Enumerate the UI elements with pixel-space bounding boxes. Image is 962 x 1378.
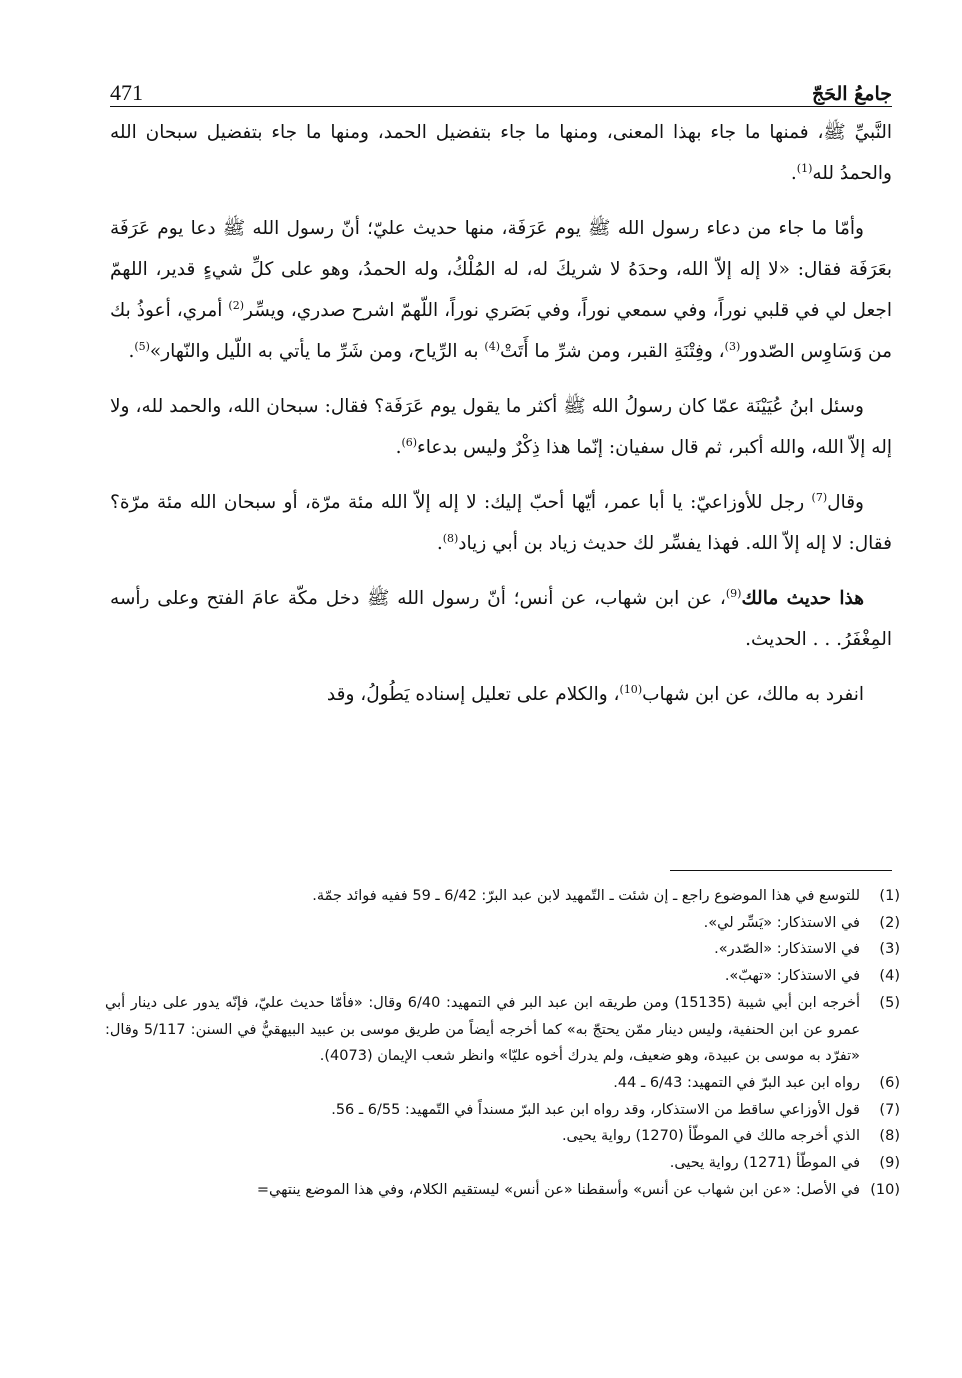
- footnote-number: (6): [879, 1074, 900, 1091]
- footnote-rule: [670, 870, 892, 871]
- footnote-number: (1): [879, 888, 900, 904]
- footnotes: [105, 883, 900, 1203]
- footnote: [105, 1123, 900, 1150]
- footnote: [105, 1177, 900, 1204]
- text-run: به الرِّياح، ومن شَرِّ ما يأتي به اللّيل والنّهار»: [149, 341, 485, 362]
- footnote: [105, 1070, 900, 1097]
- text-run: وقال: [827, 492, 864, 513]
- text-run: ، عن ابن شهاب، عن أنس؛ أنّ رسول الله ﷺ دخل مكّة عامَ الفتح وعلى رأسه المِغْفَرُ. . . الحديث.: [110, 588, 892, 650]
- footnote: [105, 910, 900, 937]
- text-run: وسئل ابنُ عُيَيْنَة عمّا كان رسولُ الله ﷺ أكثر ما يقول يوم عَرَفَة؟ فقال: سبحان الله، والحمد لله، ولا إله إلاّ الله، والله أكبر، ثم قال سفيان: إنّما هذا ذِكْرٌ وليس بدعاء: [110, 396, 892, 458]
- footnote-marker: (4): [484, 339, 500, 353]
- footnote-number: (5): [879, 994, 900, 1011]
- paragraph: [110, 578, 892, 660]
- footnote-marker: (2): [228, 298, 245, 312]
- footnote-number: (3): [879, 941, 900, 958]
- main-text: [110, 112, 892, 729]
- text-run: انفرد به مالك، عن ابن شهاب: [642, 684, 864, 705]
- header-rule: [110, 106, 892, 107]
- footnote-number: (4): [879, 968, 900, 985]
- footnote-text: في الأصل: «عن ابن شهاب عن أنس» وأسقطنا «عن أنس» ليستقيم الكلام، وفي هذا الموضع ينتهي=: [256, 1181, 860, 1198]
- footnote-marker: (10): [619, 682, 643, 696]
- text-run: .: [128, 341, 135, 362]
- footnote-marker: (6): [401, 435, 418, 449]
- paragraph: [110, 386, 892, 468]
- text-run: أمري، أعوذُ بك من وَسَاوِس الصّدور: [110, 300, 892, 362]
- paragraph: [110, 208, 892, 372]
- text-run: ، وفِتْنَةِ القبر، ومن شرِّ ما أَتَتْ: [500, 341, 725, 362]
- footnote-number: (8): [879, 1128, 900, 1145]
- paragraph: [110, 482, 892, 564]
- text-run: .: [436, 533, 443, 554]
- footnote-marker: (8): [442, 531, 459, 545]
- footnote: [105, 883, 900, 910]
- text-run: رجل للأوزاعيّ: يا أبا عمر، أيّها أحبّ إليك: لا إله إلاّ الله مئة مرّة، أو سبحان الله مئة مرّة؟ فقال: لا إله إلاّ الله. فهذا يفسِّر لك حديث زياد بن أبي زياد: [110, 492, 892, 554]
- footnote-number: (10): [870, 1181, 900, 1198]
- footnote-marker: (1): [796, 161, 813, 175]
- footnote: [105, 963, 900, 990]
- footnote-marker: (7): [811, 490, 828, 504]
- footnote-number: (7): [879, 1101, 900, 1118]
- running-title: جامعُ الحَجّ: [811, 83, 892, 105]
- footnote: [105, 990, 900, 1070]
- footnote-marker: (3): [724, 339, 741, 353]
- footnote-number: (2): [879, 914, 900, 931]
- footnote-text: قول الأوزاعي ساقط من الاستذكار، وقد رواه ابن عبد البرّ مسنداً في التّمهيد: 6/55 ـ 56.: [331, 1101, 860, 1118]
- footnote-text: في الاستذكار: «يَسِّر لي».: [703, 914, 860, 931]
- text-run: النَّبيِّ ﷺ، فمنها ما جاء بهذا المعنى، ومنها ما جاء بتفضيل الحمد، ومنها ما جاء بتفضيل سبحان الله والحمدُ لله: [110, 122, 892, 184]
- page-header: [110, 64, 892, 104]
- paragraph: [110, 112, 892, 194]
- footnote-text: للتوسع في هذا الموضوع راجع ـ إن شئت ـ التّمهيد لابن عبد البرّ: 6/42 ـ 59 ففيه فوائد جمّة.: [312, 888, 860, 904]
- footnote-number: (9): [879, 1155, 900, 1172]
- footnote-marker: (5): [134, 339, 150, 353]
- footnote: [105, 936, 900, 963]
- footnote-text: في الاستذكار: «الصّدر».: [714, 941, 860, 958]
- page-number: 471: [110, 80, 143, 105]
- footnote-text: الذي أخرجه مالك في الموطّأ (1270) رواية يحيى.: [561, 1128, 860, 1145]
- paragraph: [110, 674, 892, 715]
- footnote-marker: (9): [725, 586, 742, 600]
- bold-lemma: هذا حديث مالك: [741, 588, 864, 609]
- footnote-text: في الاستذكار: «تهبّ».: [724, 968, 860, 985]
- text-run: .: [790, 163, 797, 184]
- footnote: [105, 1150, 900, 1177]
- footnote-text: رواه ابن عبد البرّ في التمهيد: 6/43 ـ 44.: [613, 1074, 860, 1091]
- text-run: ، والكلام على تعليل إسناده يَطُولُ، وقد: [326, 684, 620, 705]
- footnote-text: أخرجه ابن أبي شيبة (15135) ومن طريقه ابن عبد البر في التمهيد: 6/40 وقال: «فأمّا حديث عليّ، فإنّه يدور على دينار أبي عمرو عن ابن الحنفية، وليس دينار ممّن يحتجّ به» كما أخرجه أيضاً من طريق موسى بن عبيد البيهقيُّ في السنن: 5/117 وقال: «تفرّد به موسى بن عبيدة، وهو ضعيف، ولم يدرك أخوه عليّا» وانظر شعب الإيمان (4073).: [105, 994, 860, 1065]
- footnote: [105, 1097, 900, 1124]
- footnote-text: في الموطّأ (1271) رواية يحيى.: [669, 1155, 860, 1172]
- text-run: وأمّا ما جاء من دعاء رسول الله ﷺ يوم عَرَفَة، منها حديث عليّ؛ أنّ رسول الله ﷺ دعا يوم عَرَفَة بعَرَفَة فقال: «لا إله إلاّ الله، وحدَهُ لا شريكَ له، له المُلْكُ، وله الحمدُ، وهو على كلِّ شيءٍ قدير، اللهمّ اجعل لي في قلبي نوراً، وفي سمعي نوراً، وفي بَصَري نوراً، اللّهمّ اشرح صدري، ويسِّر: [110, 218, 892, 321]
- text-run: .: [395, 437, 402, 458]
